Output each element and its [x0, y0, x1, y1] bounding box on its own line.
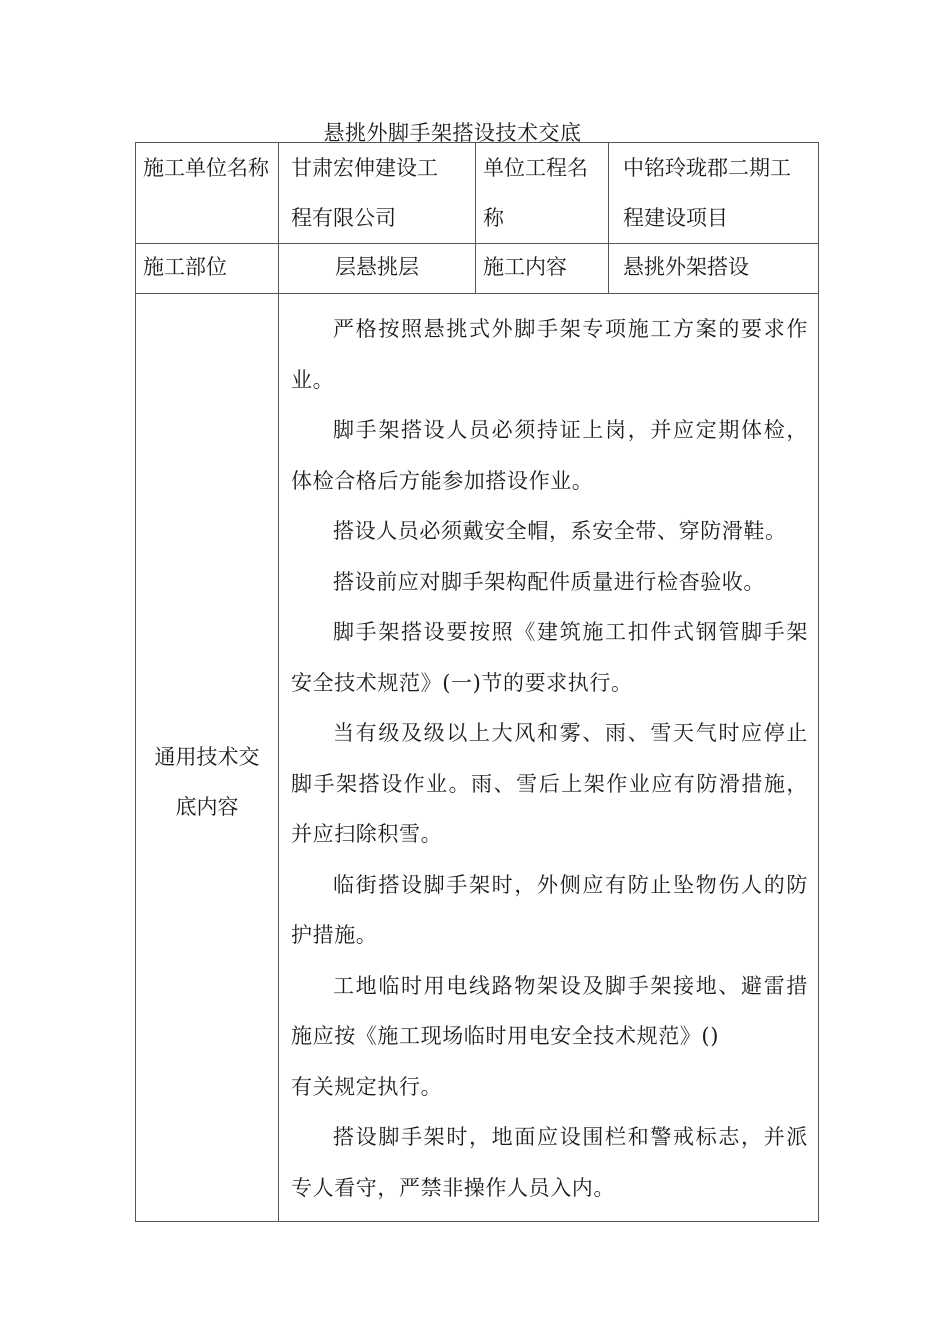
project-name-value-cell — [609, 143, 819, 244]
location-label-cell — [136, 244, 279, 294]
unit-name-value-cell — [279, 143, 476, 244]
content-label: 施工内容 — [483, 255, 567, 279]
unit-name-label: 施工单位名称 — [143, 156, 269, 180]
location-label: 施工部位 — [143, 255, 227, 279]
project-name-label: 单位工程名称 — [483, 156, 588, 230]
briefing-paragraph: 有关规定执行。 — [291, 1074, 443, 1099]
technical-briefing-table — [135, 142, 819, 1222]
general-label: 通用技术交底内容 — [154, 744, 260, 819]
content-value: 悬挑外架搭设 — [623, 255, 749, 279]
briefing-paragraph: 严格按照悬挑式外脚手架专项施工方案的要求作业。 — [291, 317, 808, 392]
briefing-paragraph: 工地临时用电线路物架设及脚手架接地、避雷措施应按《施工现场临时用电安全技术规范》() — [291, 973, 808, 1048]
table-row-general — [136, 294, 819, 1222]
general-label-cell — [136, 294, 279, 1222]
unit-name-label-cell — [136, 143, 279, 244]
table-row-location — [136, 244, 819, 294]
content-label-cell — [476, 244, 609, 294]
unit-name-value: 甘肃宏伸建设工程有限公司 — [291, 156, 438, 230]
location-value: 层悬挑层 — [335, 255, 419, 279]
briefing-paragraph: 临街搭设脚手架时，外侧应有防止坠物伤人的防护措施。 — [291, 872, 808, 947]
project-name-label-cell — [476, 143, 609, 244]
briefing-paragraph: 搭设人员必须戴安全帽，系安全带、穿防滑鞋。 — [333, 519, 787, 543]
document-title: 悬挑外脚手架搭设技术交底 — [323, 121, 582, 145]
content-value-cell — [609, 244, 819, 294]
table-row-unit — [136, 143, 819, 244]
briefing-paragraph: 搭设前应对脚手架构配件质量进行检杳验收。 — [333, 569, 765, 594]
briefing-paragraph: 脚手架搭设人员必须持证上岗，并应定期体检，体检合格后方能参加搭设作业。 — [291, 418, 808, 493]
project-name-value: 中铭玲珑郡二期工程建设项目 — [623, 156, 791, 230]
briefing-paragraph: 当有级及级以上大风和雾、雨、雪天气时应停止脚手架搭设作业。雨、雪后上架作业应有防滑措施，并应扫除积雪。 — [291, 721, 808, 846]
location-value-cell — [279, 244, 476, 294]
briefing-paragraph: 脚手架搭设要按照《建筑施工扣件式钢管脚手架安全技术规范》(一)节的要求执行。 — [291, 620, 808, 695]
briefing-paragraph: 搭设脚手架时，地面应设围栏和警戒标志，并派专人看守，严禁非操作人员入内。 — [291, 1125, 808, 1200]
general-content-cell — [279, 294, 819, 1222]
